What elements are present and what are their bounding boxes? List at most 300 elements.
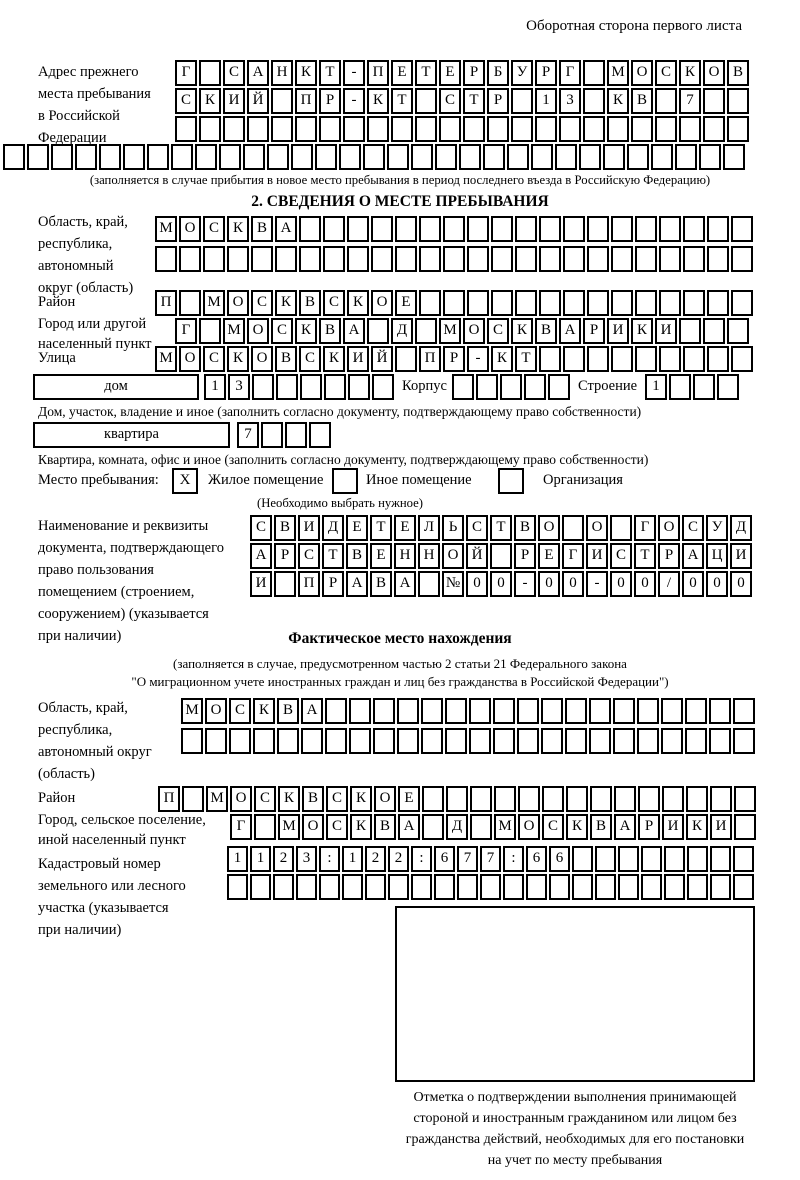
char-cell[interactable]: К bbox=[686, 814, 708, 840]
char-cell[interactable]: С bbox=[542, 814, 564, 840]
char-cell[interactable] bbox=[595, 846, 616, 872]
char-cell[interactable] bbox=[415, 116, 437, 142]
char-cell[interactable]: 2 bbox=[273, 846, 294, 872]
char-cell[interactable]: М bbox=[181, 698, 203, 724]
char-cell[interactable]: 6 bbox=[549, 846, 570, 872]
char-cell[interactable] bbox=[587, 346, 609, 372]
char-cell[interactable] bbox=[611, 216, 633, 242]
char-cell[interactable] bbox=[285, 422, 307, 448]
char-cell[interactable]: А bbox=[301, 698, 323, 724]
char-cell[interactable] bbox=[664, 874, 685, 900]
char-cell[interactable] bbox=[274, 571, 296, 597]
char-cell[interactable] bbox=[703, 318, 725, 344]
char-cell[interactable]: 3 bbox=[559, 88, 581, 114]
char-cell[interactable] bbox=[563, 346, 585, 372]
char-cell[interactable]: К bbox=[511, 318, 533, 344]
char-cell[interactable] bbox=[443, 216, 465, 242]
char-cell[interactable] bbox=[415, 88, 437, 114]
char-cell[interactable]: О bbox=[703, 60, 725, 86]
char-cell[interactable] bbox=[343, 116, 365, 142]
char-cell[interactable] bbox=[661, 728, 683, 754]
char-cell[interactable] bbox=[669, 374, 691, 400]
char-cell[interactable]: В bbox=[302, 786, 324, 812]
char-cell[interactable] bbox=[589, 698, 611, 724]
char-cell[interactable] bbox=[182, 786, 204, 812]
char-cell[interactable] bbox=[709, 728, 731, 754]
char-cell[interactable] bbox=[446, 786, 468, 812]
char-cell[interactable]: И bbox=[298, 515, 320, 541]
char-cell[interactable] bbox=[587, 290, 609, 316]
char-cell[interactable] bbox=[627, 144, 649, 170]
char-cell[interactable] bbox=[491, 246, 513, 272]
char-cell[interactable]: В bbox=[299, 290, 321, 316]
char-cell[interactable] bbox=[618, 874, 639, 900]
char-cell[interactable]: Р bbox=[274, 543, 296, 569]
char-cell[interactable] bbox=[549, 874, 570, 900]
char-cell[interactable]: К bbox=[278, 786, 300, 812]
char-cell[interactable] bbox=[611, 246, 633, 272]
char-cell[interactable] bbox=[723, 144, 745, 170]
char-cell[interactable] bbox=[542, 786, 564, 812]
char-cell[interactable]: Р bbox=[463, 60, 485, 86]
char-cell[interactable] bbox=[490, 543, 512, 569]
char-cell[interactable]: Е bbox=[398, 786, 420, 812]
char-cell[interactable] bbox=[459, 144, 481, 170]
char-cell[interactable]: Г bbox=[562, 543, 584, 569]
char-cell[interactable] bbox=[611, 346, 633, 372]
char-cell[interactable]: О bbox=[302, 814, 324, 840]
char-cell[interactable] bbox=[179, 246, 201, 272]
char-cell[interactable]: К bbox=[631, 318, 653, 344]
char-cell[interactable]: И bbox=[710, 814, 732, 840]
char-cell[interactable]: О bbox=[179, 346, 201, 372]
char-cell[interactable]: Й bbox=[247, 88, 269, 114]
char-cell[interactable]: К bbox=[350, 786, 372, 812]
char-cell[interactable]: 3 bbox=[228, 374, 250, 400]
char-cell[interactable]: Д bbox=[730, 515, 752, 541]
char-cell[interactable]: 1 bbox=[645, 374, 667, 400]
char-cell[interactable]: К bbox=[607, 88, 629, 114]
char-cell[interactable]: - bbox=[343, 60, 365, 86]
char-cell[interactable]: К bbox=[275, 290, 297, 316]
char-cell[interactable] bbox=[199, 116, 221, 142]
char-cell[interactable] bbox=[469, 728, 491, 754]
char-cell[interactable] bbox=[391, 116, 413, 142]
char-cell[interactable] bbox=[483, 144, 505, 170]
char-cell[interactable] bbox=[734, 814, 756, 840]
char-cell[interactable]: Г bbox=[559, 60, 581, 86]
char-cell[interactable]: С bbox=[251, 290, 273, 316]
char-cell[interactable] bbox=[518, 786, 540, 812]
char-cell[interactable] bbox=[500, 374, 522, 400]
char-cell[interactable]: П bbox=[158, 786, 180, 812]
char-cell[interactable] bbox=[655, 116, 677, 142]
char-cell[interactable]: Р bbox=[443, 346, 465, 372]
char-cell[interactable]: М bbox=[223, 318, 245, 344]
char-cell[interactable]: А bbox=[250, 543, 272, 569]
char-cell[interactable] bbox=[445, 698, 467, 724]
char-cell[interactable]: В bbox=[274, 515, 296, 541]
char-cell[interactable] bbox=[439, 116, 461, 142]
char-cell[interactable] bbox=[349, 698, 371, 724]
char-cell[interactable]: М bbox=[607, 60, 629, 86]
char-cell[interactable]: А bbox=[346, 571, 368, 597]
char-cell[interactable]: / bbox=[658, 571, 680, 597]
char-cell[interactable] bbox=[587, 246, 609, 272]
char-cell[interactable]: В bbox=[277, 698, 299, 724]
char-cell[interactable]: С bbox=[682, 515, 704, 541]
char-cell[interactable]: О bbox=[371, 290, 393, 316]
char-cell[interactable] bbox=[411, 144, 433, 170]
char-cell[interactable]: 6 bbox=[526, 846, 547, 872]
char-cell[interactable] bbox=[590, 786, 612, 812]
char-cell[interactable] bbox=[171, 144, 193, 170]
char-cell[interactable] bbox=[339, 144, 361, 170]
char-cell[interactable]: В bbox=[275, 346, 297, 372]
char-cell[interactable] bbox=[276, 374, 298, 400]
char-cell[interactable]: С bbox=[439, 88, 461, 114]
char-cell[interactable]: А bbox=[398, 814, 420, 840]
char-cell[interactable]: К bbox=[253, 698, 275, 724]
char-cell[interactable] bbox=[641, 874, 662, 900]
char-cell[interactable]: О bbox=[586, 515, 608, 541]
char-cell[interactable]: О bbox=[374, 786, 396, 812]
char-cell[interactable]: А bbox=[275, 216, 297, 242]
char-cell[interactable]: С bbox=[175, 88, 197, 114]
char-cell[interactable] bbox=[300, 374, 322, 400]
char-cell[interactable] bbox=[731, 246, 753, 272]
char-cell[interactable]: А bbox=[614, 814, 636, 840]
char-cell[interactable]: П bbox=[298, 571, 320, 597]
char-cell[interactable] bbox=[443, 290, 465, 316]
char-cell[interactable]: 6 bbox=[434, 846, 455, 872]
char-cell[interactable] bbox=[515, 216, 537, 242]
char-cell[interactable] bbox=[418, 571, 440, 597]
char-cell[interactable] bbox=[267, 144, 289, 170]
char-cell[interactable]: С bbox=[299, 346, 321, 372]
char-cell[interactable]: 0 bbox=[706, 571, 728, 597]
char-cell[interactable] bbox=[703, 116, 725, 142]
char-cell[interactable] bbox=[494, 786, 516, 812]
char-cell[interactable] bbox=[565, 698, 587, 724]
char-cell[interactable]: Л bbox=[418, 515, 440, 541]
char-cell[interactable]: Т bbox=[415, 60, 437, 86]
char-cell[interactable]: О bbox=[463, 318, 485, 344]
char-cell[interactable] bbox=[397, 728, 419, 754]
char-cell[interactable] bbox=[686, 786, 708, 812]
stay-type-checkbox-other-premises[interactable] bbox=[332, 468, 358, 494]
char-cell[interactable]: И bbox=[250, 571, 272, 597]
char-cell[interactable]: 1 bbox=[227, 846, 248, 872]
char-cell[interactable]: И bbox=[347, 346, 369, 372]
stay-type-checkbox-organization[interactable] bbox=[498, 468, 524, 494]
char-cell[interactable]: О bbox=[251, 346, 273, 372]
char-cell[interactable] bbox=[659, 216, 681, 242]
char-cell[interactable]: С bbox=[271, 318, 293, 344]
char-cell[interactable] bbox=[559, 116, 581, 142]
stay-type-checkbox-residential[interactable]: X bbox=[172, 468, 198, 494]
char-cell[interactable]: Й bbox=[466, 543, 488, 569]
char-cell[interactable]: С bbox=[487, 318, 509, 344]
char-cell[interactable] bbox=[227, 874, 248, 900]
char-cell[interactable]: И bbox=[607, 318, 629, 344]
char-cell[interactable]: В bbox=[631, 88, 653, 114]
char-cell[interactable] bbox=[563, 246, 585, 272]
char-cell[interactable] bbox=[203, 246, 225, 272]
char-cell[interactable] bbox=[710, 846, 731, 872]
char-cell[interactable]: Т bbox=[634, 543, 656, 569]
char-cell[interactable] bbox=[683, 246, 705, 272]
char-cell[interactable]: : bbox=[503, 846, 524, 872]
char-cell[interactable]: Т bbox=[322, 543, 344, 569]
char-cell[interactable] bbox=[727, 88, 749, 114]
char-cell[interactable] bbox=[271, 116, 293, 142]
char-cell[interactable]: К bbox=[323, 346, 345, 372]
char-cell[interactable]: В bbox=[374, 814, 396, 840]
char-cell[interactable] bbox=[371, 216, 393, 242]
char-cell[interactable] bbox=[469, 698, 491, 724]
char-cell[interactable] bbox=[342, 874, 363, 900]
char-cell[interactable] bbox=[251, 246, 273, 272]
char-cell[interactable]: К bbox=[350, 814, 372, 840]
char-cell[interactable] bbox=[491, 290, 513, 316]
char-cell[interactable] bbox=[195, 144, 217, 170]
char-cell[interactable]: : bbox=[319, 846, 340, 872]
char-cell[interactable]: В bbox=[370, 571, 392, 597]
char-cell[interactable] bbox=[733, 846, 754, 872]
char-cell[interactable] bbox=[651, 144, 673, 170]
char-cell[interactable] bbox=[662, 786, 684, 812]
char-cell[interactable]: С bbox=[326, 814, 348, 840]
char-cell[interactable]: А bbox=[343, 318, 365, 344]
char-cell[interactable] bbox=[299, 246, 321, 272]
char-cell[interactable]: 1 bbox=[204, 374, 226, 400]
char-cell[interactable] bbox=[562, 515, 584, 541]
char-cell[interactable]: 1 bbox=[535, 88, 557, 114]
char-cell[interactable]: Р bbox=[319, 88, 341, 114]
char-cell[interactable]: Е bbox=[538, 543, 560, 569]
char-cell[interactable]: Н bbox=[418, 543, 440, 569]
char-cell[interactable]: 2 bbox=[388, 846, 409, 872]
char-cell[interactable]: В bbox=[319, 318, 341, 344]
char-cell[interactable] bbox=[563, 216, 585, 242]
char-cell[interactable] bbox=[99, 144, 121, 170]
char-cell[interactable] bbox=[470, 786, 492, 812]
char-cell[interactable]: М bbox=[155, 346, 177, 372]
char-cell[interactable] bbox=[205, 728, 227, 754]
char-cell[interactable] bbox=[511, 116, 533, 142]
char-cell[interactable] bbox=[147, 144, 169, 170]
char-cell[interactable] bbox=[515, 246, 537, 272]
char-cell[interactable]: Т bbox=[515, 346, 537, 372]
char-cell[interactable]: С bbox=[610, 543, 632, 569]
char-cell[interactable]: И bbox=[730, 543, 752, 569]
char-cell[interactable]: Т bbox=[319, 60, 341, 86]
char-cell[interactable]: Е bbox=[439, 60, 461, 86]
char-cell[interactable] bbox=[541, 728, 563, 754]
char-cell[interactable] bbox=[539, 290, 561, 316]
char-cell[interactable] bbox=[467, 290, 489, 316]
char-cell[interactable] bbox=[572, 846, 593, 872]
char-cell[interactable]: У bbox=[511, 60, 533, 86]
char-cell[interactable]: И bbox=[586, 543, 608, 569]
char-cell[interactable]: 0 bbox=[634, 571, 656, 597]
char-cell[interactable]: Б bbox=[487, 60, 509, 86]
char-cell[interactable] bbox=[422, 786, 444, 812]
char-cell[interactable] bbox=[595, 874, 616, 900]
char-cell[interactable] bbox=[693, 374, 715, 400]
char-cell[interactable]: О bbox=[538, 515, 560, 541]
char-cell[interactable] bbox=[373, 698, 395, 724]
char-cell[interactable] bbox=[254, 814, 276, 840]
char-cell[interactable]: М bbox=[494, 814, 516, 840]
char-cell[interactable] bbox=[261, 422, 283, 448]
char-cell[interactable]: С bbox=[203, 216, 225, 242]
char-cell[interactable] bbox=[607, 116, 629, 142]
char-cell[interactable] bbox=[415, 318, 437, 344]
char-cell[interactable] bbox=[199, 60, 221, 86]
char-cell[interactable]: Е bbox=[346, 515, 368, 541]
char-cell[interactable] bbox=[710, 874, 731, 900]
char-cell[interactable] bbox=[683, 290, 705, 316]
char-cell[interactable]: М bbox=[203, 290, 225, 316]
char-cell[interactable] bbox=[707, 290, 729, 316]
char-cell[interactable] bbox=[480, 874, 501, 900]
char-cell[interactable] bbox=[565, 728, 587, 754]
char-cell[interactable] bbox=[707, 346, 729, 372]
char-cell[interactable] bbox=[348, 374, 370, 400]
char-cell[interactable] bbox=[731, 290, 753, 316]
char-cell[interactable]: С bbox=[655, 60, 677, 86]
char-cell[interactable] bbox=[250, 874, 271, 900]
char-cell[interactable] bbox=[319, 116, 341, 142]
char-cell[interactable] bbox=[566, 786, 588, 812]
char-cell[interactable] bbox=[734, 786, 756, 812]
char-cell[interactable]: № bbox=[442, 571, 464, 597]
char-cell[interactable]: А bbox=[394, 571, 416, 597]
char-cell[interactable] bbox=[243, 144, 265, 170]
char-cell[interactable] bbox=[493, 698, 515, 724]
char-cell[interactable] bbox=[548, 374, 570, 400]
char-cell[interactable] bbox=[635, 346, 657, 372]
char-cell[interactable]: В bbox=[535, 318, 557, 344]
char-cell[interactable] bbox=[731, 216, 753, 242]
char-cell[interactable] bbox=[3, 144, 25, 170]
char-cell[interactable]: 0 bbox=[730, 571, 752, 597]
char-cell[interactable] bbox=[365, 874, 386, 900]
char-cell[interactable] bbox=[610, 515, 632, 541]
char-cell[interactable] bbox=[296, 874, 317, 900]
char-cell[interactable] bbox=[463, 116, 485, 142]
char-cell[interactable]: Т bbox=[490, 515, 512, 541]
char-cell[interactable] bbox=[683, 216, 705, 242]
char-cell[interactable] bbox=[277, 728, 299, 754]
char-cell[interactable] bbox=[363, 144, 385, 170]
char-cell[interactable] bbox=[395, 246, 417, 272]
char-cell[interactable] bbox=[707, 216, 729, 242]
char-cell[interactable] bbox=[524, 374, 546, 400]
char-cell[interactable] bbox=[181, 728, 203, 754]
char-cell[interactable] bbox=[422, 814, 444, 840]
char-cell[interactable] bbox=[503, 874, 524, 900]
char-cell[interactable]: О bbox=[205, 698, 227, 724]
char-cell[interactable] bbox=[227, 246, 249, 272]
char-cell[interactable] bbox=[75, 144, 97, 170]
char-cell[interactable] bbox=[539, 346, 561, 372]
char-cell[interactable] bbox=[631, 116, 653, 142]
char-cell[interactable] bbox=[733, 728, 755, 754]
char-cell[interactable] bbox=[638, 786, 660, 812]
char-cell[interactable] bbox=[372, 374, 394, 400]
char-cell[interactable]: Р bbox=[322, 571, 344, 597]
char-cell[interactable] bbox=[419, 216, 441, 242]
char-cell[interactable] bbox=[727, 116, 749, 142]
char-cell[interactable]: С bbox=[323, 290, 345, 316]
char-cell[interactable] bbox=[325, 728, 347, 754]
char-cell[interactable] bbox=[664, 846, 685, 872]
char-cell[interactable] bbox=[457, 874, 478, 900]
char-cell[interactable]: О bbox=[179, 216, 201, 242]
char-cell[interactable] bbox=[583, 88, 605, 114]
char-cell[interactable] bbox=[703, 88, 725, 114]
char-cell[interactable]: К bbox=[491, 346, 513, 372]
char-cell[interactable]: Д bbox=[322, 515, 344, 541]
char-cell[interactable]: У bbox=[706, 515, 728, 541]
char-cell[interactable] bbox=[699, 144, 721, 170]
char-cell[interactable] bbox=[155, 246, 177, 272]
char-cell[interactable]: Н bbox=[394, 543, 416, 569]
char-cell[interactable]: 0 bbox=[682, 571, 704, 597]
char-cell[interactable] bbox=[635, 246, 657, 272]
char-cell[interactable]: К bbox=[367, 88, 389, 114]
char-cell[interactable]: Е bbox=[395, 290, 417, 316]
char-cell[interactable] bbox=[487, 116, 509, 142]
char-cell[interactable] bbox=[685, 698, 707, 724]
char-cell[interactable] bbox=[659, 290, 681, 316]
char-cell[interactable]: Ь bbox=[442, 515, 464, 541]
char-cell[interactable]: Г bbox=[175, 60, 197, 86]
char-cell[interactable] bbox=[470, 814, 492, 840]
char-cell[interactable]: В bbox=[727, 60, 749, 86]
char-cell[interactable]: Р bbox=[487, 88, 509, 114]
char-cell[interactable]: 0 bbox=[490, 571, 512, 597]
char-cell[interactable] bbox=[685, 728, 707, 754]
char-cell[interactable]: А bbox=[682, 543, 704, 569]
char-cell[interactable]: Р bbox=[514, 543, 536, 569]
char-cell[interactable] bbox=[51, 144, 73, 170]
char-cell[interactable] bbox=[526, 874, 547, 900]
char-cell[interactable]: О bbox=[518, 814, 540, 840]
char-cell[interactable] bbox=[679, 116, 701, 142]
char-cell[interactable] bbox=[655, 88, 677, 114]
char-cell[interactable] bbox=[493, 728, 515, 754]
char-cell[interactable]: С bbox=[254, 786, 276, 812]
char-cell[interactable] bbox=[511, 88, 533, 114]
char-cell[interactable] bbox=[583, 116, 605, 142]
char-cell[interactable] bbox=[367, 318, 389, 344]
char-cell[interactable] bbox=[299, 216, 321, 242]
char-cell[interactable]: Г bbox=[230, 814, 252, 840]
char-cell[interactable]: М bbox=[278, 814, 300, 840]
char-cell[interactable] bbox=[309, 422, 331, 448]
char-cell[interactable] bbox=[491, 216, 513, 242]
char-cell[interactable] bbox=[539, 246, 561, 272]
char-cell[interactable]: - bbox=[467, 346, 489, 372]
char-cell[interactable]: Й bbox=[371, 346, 393, 372]
char-cell[interactable]: 0 bbox=[466, 571, 488, 597]
char-cell[interactable] bbox=[395, 346, 417, 372]
char-cell[interactable] bbox=[539, 216, 561, 242]
